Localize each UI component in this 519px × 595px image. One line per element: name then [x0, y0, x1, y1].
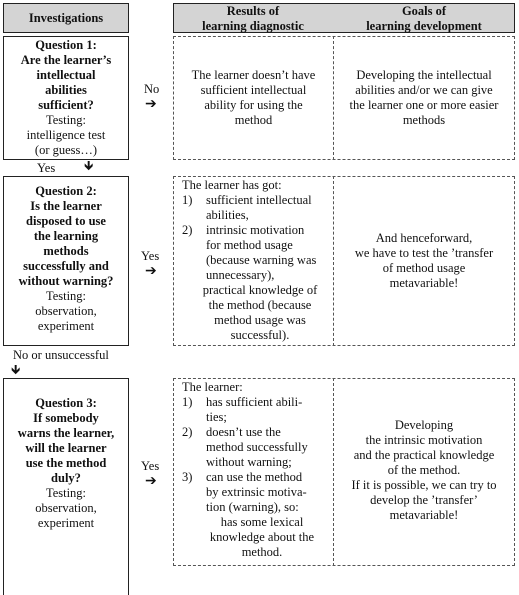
- list-item-line: for method usage: [206, 238, 293, 252]
- result-tail-line: method.: [241, 545, 283, 559]
- question-3-method: observation,: [35, 501, 97, 515]
- result-tail-line: knowledge about the: [209, 530, 315, 544]
- question-1-result-line: method: [234, 113, 273, 127]
- question-1-goal: [335, 68, 513, 128]
- question-3-testing-label: Testing:: [45, 486, 87, 500]
- question-2-result-item: [182, 193, 332, 223]
- question-1-box: [3, 36, 129, 160]
- question-3-result-item: [182, 425, 332, 470]
- list-item-line: intrinsic motivation: [206, 223, 305, 237]
- question-3-result-item: [182, 470, 332, 515]
- question-1-title: intellectual: [36, 68, 96, 82]
- list-item-line: tion (warning), so:: [206, 500, 299, 514]
- result-tail-line: the method (because: [208, 298, 312, 312]
- header-investigations: [3, 3, 129, 33]
- list-item-line: doesn’t use the: [206, 425, 281, 439]
- question-1-branch-yes-label: Yes: [37, 161, 56, 175]
- question-3-method: experiment: [37, 516, 95, 530]
- list-item-line: ties;: [206, 410, 227, 424]
- header-goals-line2: learning development: [366, 19, 482, 33]
- question-2-branch-no-label: No or unsuccessful: [13, 348, 109, 362]
- result-tail-line: has some lexical: [220, 515, 304, 529]
- question-1-method: (or guess…): [34, 143, 98, 157]
- question-3-goal-line: of the method.: [387, 463, 461, 477]
- question-1-result-line: sufficient intellectual: [200, 83, 307, 97]
- list-number: 2): [182, 425, 193, 439]
- list-number: 2): [182, 223, 193, 237]
- list-number: 1): [182, 193, 193, 207]
- list-item-line: (because warning was: [206, 253, 317, 267]
- question-2-title: methods: [43, 244, 89, 258]
- question-2-box: [3, 176, 129, 346]
- question-3-goal-line: develop the ’transfer’: [370, 493, 478, 507]
- question-3-title: use the method: [25, 456, 107, 470]
- question-3-divider: [333, 378, 334, 566]
- right-arrow-icon: ➔: [145, 264, 157, 279]
- list-item-line: by extrinsic motiva-: [206, 485, 307, 499]
- question-2-goal-line: And henceforward,: [375, 231, 473, 245]
- question-1-method: intelligence test: [26, 128, 106, 142]
- list-item-line: has sufficient abili-: [206, 395, 303, 409]
- question-1-result: [176, 68, 331, 128]
- question-2-testing-label: Testing:: [45, 289, 87, 303]
- list-item-line: can use the method: [206, 470, 303, 484]
- question-2-result-tail: [188, 283, 332, 343]
- question-3-title: will the learner: [25, 441, 107, 455]
- question-2-divider: [333, 176, 334, 346]
- question-1-goal-line: Developing the intellectual: [356, 68, 492, 82]
- question-3-result-intro: The learner:: [182, 380, 243, 394]
- question-3-title: warns the learner,: [17, 426, 115, 440]
- header-goals-line1: Goals of: [401, 4, 447, 18]
- question-2-result-item: [182, 223, 332, 283]
- list-item-line: sufficient intellectual: [206, 193, 312, 207]
- question-3-goal-line: metavariable!: [389, 508, 459, 522]
- question-2-result: [182, 178, 332, 343]
- result-tail-line: practical knowledge of: [202, 283, 318, 297]
- list-item-line: method successfully: [206, 440, 308, 454]
- question-3-result-tail: [192, 515, 332, 560]
- question-1-title: Question 1:: [35, 38, 97, 52]
- question-2-goal-line: metavariable!: [389, 276, 459, 290]
- right-arrow-icon: ➔: [145, 474, 157, 489]
- list-number: 3): [182, 470, 193, 484]
- question-2-title: successfully and: [23, 259, 109, 273]
- question-3-result-list: [182, 395, 332, 515]
- question-3-title: If somebody: [33, 411, 99, 425]
- header-results-line1: Results of: [226, 4, 280, 18]
- question-1-goal-line: abilities and/or we can give: [355, 83, 493, 97]
- question-3-box: [3, 378, 129, 595]
- question-1-divider: [333, 36, 334, 160]
- question-2-goal-line: of method usage: [382, 261, 466, 275]
- question-3-title: duly?: [51, 471, 81, 485]
- question-1-result-line: The learner doesn’t have: [191, 68, 316, 82]
- question-3-branch-yes-label: Yes: [141, 459, 160, 473]
- question-3-goal-line: Developing: [394, 418, 454, 432]
- question-3-goal: [335, 418, 513, 523]
- question-3-goal-line: the intrinsic motivation: [365, 433, 483, 447]
- question-2-title: without warning?: [18, 274, 114, 288]
- question-1-goal-line: methods: [402, 113, 446, 127]
- header-investigations-label: Investigations: [28, 11, 104, 25]
- question-1-branch-no-label: No: [144, 82, 160, 96]
- question-2-branch-yes-label: Yes: [141, 249, 160, 263]
- question-1-title: abilities: [45, 83, 87, 97]
- question-3-result: [182, 380, 332, 560]
- question-1-result-line: ability for using the: [204, 98, 303, 112]
- right-arrow-icon: ➔: [145, 97, 157, 112]
- question-2-result-list: [182, 193, 332, 283]
- question-1-goal-line: the learner one or more easier: [349, 98, 499, 112]
- question-2-goal: [335, 231, 513, 291]
- header-results-line2: learning diagnostic: [202, 19, 304, 33]
- question-2-method: observation,: [35, 304, 97, 318]
- result-tail-line: method usage was: [214, 313, 306, 327]
- down-arrow-icon: 🡻: [84, 158, 94, 173]
- question-2-goal-line: we have to test the ’transfer: [354, 246, 494, 260]
- header-results: [174, 4, 332, 34]
- down-arrow-icon: 🡻: [11, 362, 21, 377]
- question-2-title: the learning: [33, 229, 99, 243]
- result-tail-line: successful).: [230, 328, 290, 342]
- question-3-goal-line: and the practical knowledge: [353, 448, 495, 462]
- question-1-title: Are the learner’s: [20, 53, 112, 67]
- header-goals: [334, 4, 514, 34]
- question-2-method: experiment: [37, 319, 95, 333]
- question-2-result-intro: The learner has got:: [182, 178, 282, 192]
- list-item-line: unnecessary),: [206, 268, 275, 282]
- list-item-line: without warning;: [206, 455, 292, 469]
- question-2-title: disposed to use: [26, 214, 106, 228]
- question-3-result-item: [182, 395, 332, 425]
- question-2-title: Question 2:: [35, 184, 97, 198]
- question-1-title: sufficient?: [38, 98, 94, 112]
- list-number: 1): [182, 395, 193, 409]
- question-3-title: Question 3:: [35, 396, 97, 410]
- question-3-goal-line: If it is possible, we can try to: [351, 478, 497, 492]
- list-item-line: abilities,: [206, 208, 249, 222]
- question-1-testing-label: Testing:: [45, 113, 87, 127]
- question-2-title: Is the learner: [30, 199, 102, 213]
